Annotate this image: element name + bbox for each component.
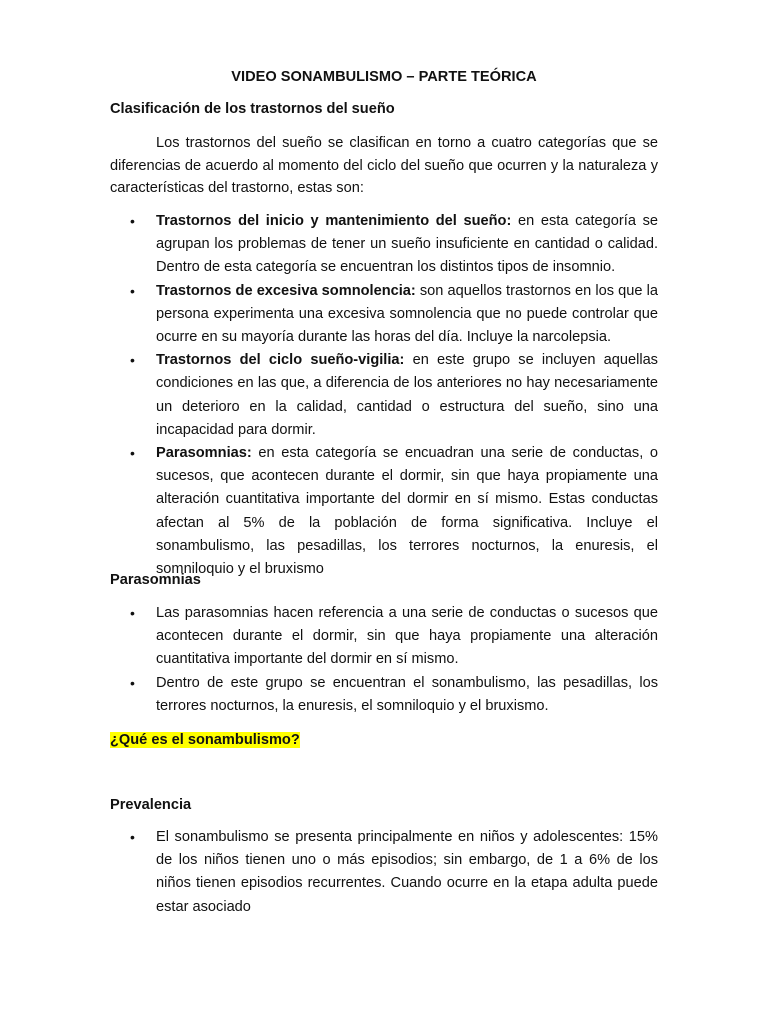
- item-text: El sonambulismo se presenta principalmente en niños y adolescentes: 15% de los niños tienen uno o más episodios; sin embargo, de 1 a 6% de los niños tienen episodios recurrentes. Cuando ocurre en la etapa adulta puede estar asociado: [156, 829, 658, 915]
- heading-que-es: [110, 731, 300, 749]
- parasomnias-list: [110, 602, 658, 718]
- bullet-icon: •: [130, 829, 135, 845]
- list-item: [110, 349, 658, 442]
- bullet-icon: •: [130, 213, 135, 229]
- item-text: Dentro de este grupo se encuentran el sonambulismo, las pesadillas, los terrores nocturnos, la enuresis, el somniloquio y el bruxismo.: [156, 674, 658, 714]
- heading-clasificacion: Clasificación de los trastornos del sueño: [110, 101, 395, 117]
- bullet-icon: •: [130, 352, 135, 369]
- item-text: Las parasomnias hacen referencia a una serie de conductas o sucesos que acontecen durante el dormir, sin que haya propiamente una alteración cuantitativa importante del dormir en sí mismo.: [156, 605, 658, 668]
- list-item: [110, 826, 658, 919]
- item-text: en esta categoría se agrupan los problemas de tener un sueño insuficiente en cantidad o calidad. Dentro de esta categoría se encuentran los distintos tipos de insomnio.: [156, 213, 658, 276]
- item-term: Parasomnias:: [156, 445, 252, 462]
- item-term: Trastornos del ciclo sueño-vigilia:: [156, 352, 405, 369]
- bullet-icon: •: [130, 674, 135, 691]
- list-item: [110, 602, 658, 672]
- item-term: Trastornos de excesiva somnolencia:: [156, 282, 416, 299]
- list-item: [110, 442, 658, 581]
- item-text: en esta categoría se encuadran una serie de conductas, o sucesos, que acontecen durante el dormir, sin que haya propiamente una alteración cuantitativa importante del dormir en sí mismo. Estas conductas afectan al 5% de la población de forma significativa. Incluye el sonambulismo, las pesadillas, los terrores nocturnos, la enuresis, el somniloquio y el bruxismo: [156, 445, 658, 578]
- item-term: Trastornos del inicio y mantenimiento del sueño:: [156, 213, 512, 229]
- categories-list: [110, 210, 658, 581]
- list-item: [110, 672, 658, 718]
- intro-paragraph: Los trastornos del sueño se clasifican en torno a cuatro categorías que se diferencias de acuerdo al momento del ciclo del sueño que ocurren y la naturaleza y características del trastorno, estas son:: [110, 135, 658, 197]
- prevalencia-list: [110, 826, 658, 919]
- bullet-icon: •: [130, 445, 135, 462]
- document-title: VIDEO SONAMBULISMO – PARTE TEÓRICA: [231, 69, 537, 85]
- list-item: [110, 280, 658, 350]
- item-text: son aquellos trastornos en los que la persona experimenta una excesiva somnolencia que no puede controlar que ocurre en su mayoría durante las horas del día. Incluye la narcolepsia.: [156, 282, 658, 346]
- item-text: en este grupo se incluyen aquellas condiciones en las que, a diferencia de los anteriores no hay necesariamente un deterioro en la calidad, cantidad o estructura del sueño, sino una incapacidad para dormir.: [156, 352, 658, 438]
- bullet-icon: •: [130, 282, 135, 299]
- highlighted-text: ¿Qué es el sonambulismo?: [110, 732, 300, 748]
- bullet-icon: •: [130, 605, 135, 621]
- list-item: [110, 210, 658, 280]
- heading-prevalencia: Prevalencia: [110, 797, 192, 813]
- heading-parasomnias: Parasomnias: [110, 572, 201, 588]
